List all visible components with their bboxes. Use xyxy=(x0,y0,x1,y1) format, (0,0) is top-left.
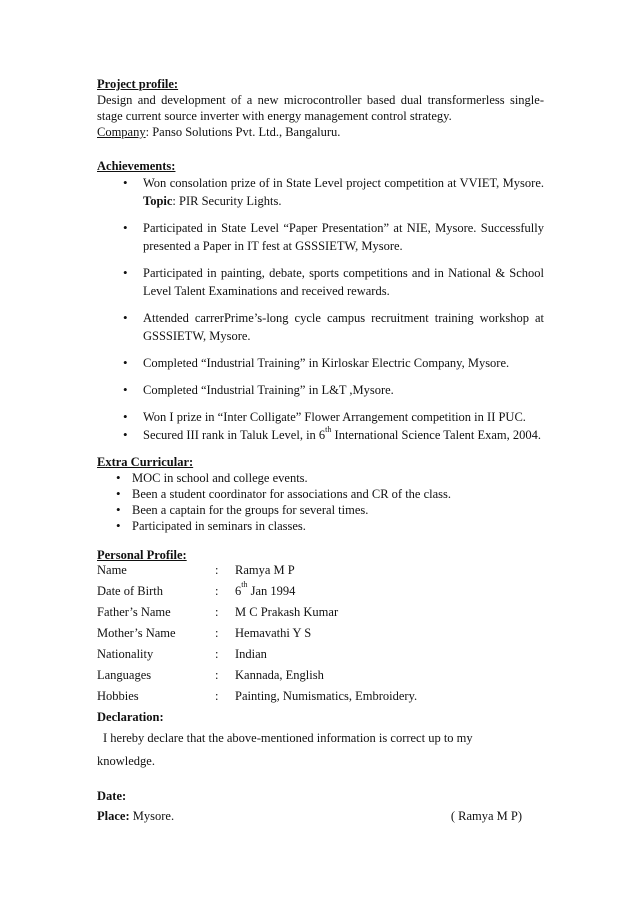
profile-row-dob: Date of Birth : 6th Jan 1994 xyxy=(97,580,296,598)
profile-row-name: Name : Ramya M P xyxy=(97,563,295,577)
extra-item: • Participated in seminars in classes. xyxy=(97,518,544,534)
date-label: Date: xyxy=(97,789,127,803)
extra-curricular-heading: Extra Curricular: xyxy=(97,455,194,469)
achievement-item: • Attended carrerPrime’s-long cycle campus recruitment training workshop at GSSSIETW, Mysore. xyxy=(97,309,544,345)
personal-profile-heading: Personal Profile: xyxy=(97,548,187,562)
profile-row-hobbies: Hobbies : Painting, Numismatics, Embroidery. xyxy=(97,689,418,703)
achievement-item: • Secured III rank in Taluk Level, in 6th International Science Talent Exam, 2004. xyxy=(97,426,544,444)
project-profile-description xyxy=(97,92,544,124)
achievement-item: • Won I prize in “Inter Colligate” Flower Arrangement competition in II PUC. xyxy=(97,408,544,426)
topic-label: Topic xyxy=(143,194,173,208)
project-profile-section xyxy=(97,76,544,140)
profile-row-languages: Languages : Kannada, English xyxy=(97,668,324,682)
extra-curricular-section xyxy=(97,454,544,534)
achievement-item: • Completed “Industrial Training” in Kirloskar Electric Company, Mysore. xyxy=(97,354,544,372)
place-line xyxy=(97,807,174,825)
personal-profile-section xyxy=(97,548,544,707)
place-label: Place: xyxy=(97,809,130,823)
declaration-section xyxy=(97,707,544,773)
achievements-heading: Achievements: xyxy=(97,159,176,173)
achievement-item: • Participated in State Level “Paper Presentation” at NIE, Mysore. Successfully presented a Paper in IT fest at GSSSIETW, Mysore. xyxy=(97,219,544,255)
place-value: Mysore. xyxy=(129,809,175,823)
extra-item: • Been a captain for the groups for several times. xyxy=(97,502,544,518)
project-line-1: Design and development of a new microcontroller based dual transformerless single- xyxy=(97,93,544,107)
profile-row-mother: Mother’s Name : Hemavathi Y S xyxy=(97,626,312,640)
achievement-item: • Completed “Industrial Training” in L&T ,Mysore. xyxy=(97,381,544,399)
profile-row-nationality: Nationality : Indian xyxy=(97,647,267,661)
extra-curricular-list xyxy=(97,470,544,534)
achievements-section xyxy=(97,158,544,444)
extra-item: • MOC in school and college events. xyxy=(97,470,544,486)
company-line xyxy=(97,124,544,140)
signature-name: ( Ramya M P) xyxy=(450,809,522,823)
company-value: : Panso Solutions Pvt. Ltd., Bangaluru. xyxy=(145,125,341,139)
declaration-text: I hereby declare that the above-mentioned information is correct up to my knowledge. xyxy=(97,731,473,768)
achievement-item: • Won consolation prize of in State Level project competition at VVIET, Mysore. Topic: PIR Security Lights. xyxy=(97,174,544,210)
profile-row-father: Father’s Name : M C Prakash Kumar xyxy=(97,605,339,619)
signature-block xyxy=(97,785,544,825)
project-profile-heading: Project profile: xyxy=(97,77,179,91)
achievement-item: • Participated in painting, debate, sports competitions and in National & School Level Talent Examinations and received rewards. xyxy=(97,264,544,300)
achievements-list xyxy=(97,174,544,444)
place-signature-row xyxy=(97,807,544,825)
resume-page xyxy=(97,76,544,825)
extra-item: • Been a student coordinator for associations and CR of the class. xyxy=(97,486,544,502)
company-label: Company xyxy=(97,125,146,139)
project-line-2: stage current source inverter with energy management control strategy. xyxy=(97,109,452,123)
declaration-heading: Declaration: xyxy=(97,710,164,724)
